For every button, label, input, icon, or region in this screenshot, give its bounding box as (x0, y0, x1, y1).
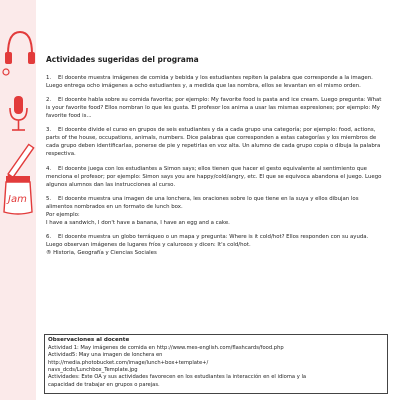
activity-item (46, 195, 386, 227)
activity-item (46, 96, 386, 120)
teacher-note-line: capacidad de trabajar en grupos o parejas. (48, 381, 160, 388)
activity-text: El docente muestra una imagen de una lonchera, les oraciones sobre lo que tiene en la suya y ellos dibujan los alimentos nombrados en un formato de lunch box. (46, 195, 359, 210)
activity-text: El docente habla sobre su comida favorita; por ejemplo: My favorite food is pasta and ice cream. Luego pregunta: What is your favorite food? Ellos nombran lo que les gusta. El profesor los anima a usar las mismas expresiones; por ejemplo: My favorite food is... (46, 97, 382, 120)
teacher-note-line: Actividad5: May una imagen de lonchera en (48, 352, 163, 359)
activity-item (46, 126, 386, 158)
activity-item (46, 165, 386, 189)
activity-number: 1. (46, 75, 52, 81)
activity-item (46, 74, 386, 90)
teacher-note-line: Actividad 1: May imágenes de comida en http://www.mes-english.com/flashcards/food.php (48, 344, 284, 351)
activity-example-text: I have a sandwich, I don't have a banana, I have an egg and a cake. (46, 219, 230, 226)
teacher-note-line: Actividades: Este OA y sus actividades favorecen en los estudiantes la interacción en el idioma y la (48, 374, 307, 381)
activity-number: 5. (46, 195, 52, 202)
teacher-notes-box (44, 334, 388, 394)
activity-number: 2. (46, 97, 52, 104)
teacher-note-link[interactable]: navs_dcds/Lunchbox_Template.jpg (48, 366, 138, 373)
activity-item (46, 233, 386, 257)
activity-cross-reference: ® Historia, Geografía y Ciencias Sociales (46, 249, 157, 256)
activity-example-label: Por ejemplo: (46, 211, 80, 218)
activity-number: 4. (46, 165, 52, 172)
activity-text: El docente juega con los estudiantes a Simon says; ellos tienen que hacer el gesto equivalente al sentimiento que menciona el profesor; por ejemplo: Simon says you are happy/cold/angry, etc. El que se equivoca abandona el juego. Luego algunos alumnos dan las instrucciones al curso. (46, 165, 382, 188)
headphones-icon (0, 20, 36, 80)
activity-text: El docente muestra imágenes de comida y bebida y los estudiantes repiten la palabra que corresponde a la imagen. Luego entrega ocho imágenes a ocho estudiantes y, a medida que las nombra, ellos se levantan en el mismo orden. (46, 75, 373, 89)
teacher-notes-title: Observaciones al docente (48, 337, 130, 343)
activities-list (46, 74, 386, 263)
svg-text:Jam: Jam (8, 194, 27, 205)
activity-text: El docente muestra un globo terráqueo o un mapa y pregunta: Where is it cold/hot? Ellos responden con su ayuda. Luego observan imágenes de lugares fríos y calurosos y dicen: It's cold/hot. (46, 233, 369, 248)
jam-jar-icon (0, 168, 36, 218)
activity-number: 6. (46, 233, 52, 240)
teacher-note-link[interactable]: http://media.photobucket.com/image/lunch+box+template+/ (48, 359, 209, 366)
page-title: Actividades sugeridas del programa (46, 55, 199, 64)
activity-text: El docente divide el curso en grupos de seis estudiantes y da a cada grupo una categoría; por ejemplo: food, actions, parts of the house, occupations, animals, numbers. Dice palabras que corresponden a estas categorías y los miembros de cada grupo deben identificarlas, ponerse de pie y repetirlas en voz alta. Un alumno de cada grupo copia o dibuja la palabra respectiva. (46, 127, 381, 158)
activity-number: 3. (46, 127, 52, 134)
